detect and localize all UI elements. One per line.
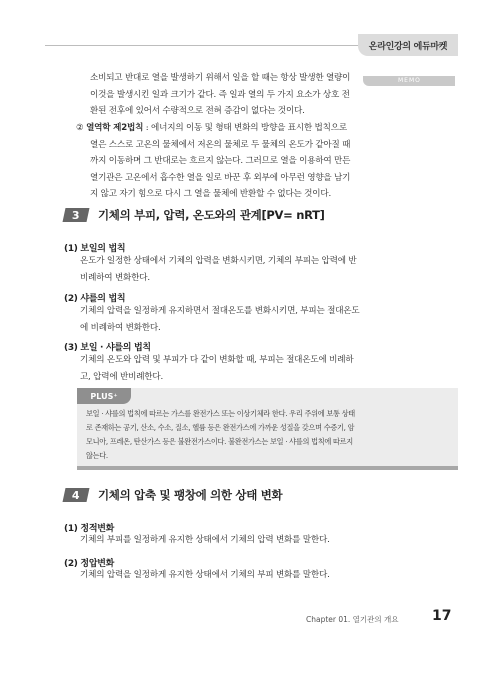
text-line: 보일 · 샤를의 법칙에 따르는 가스를 완전가스 또는 이상기체라 한다. 우리 주위에 보통 상태 [86, 409, 355, 418]
text-line: 환된 전후에 있어서 수량적으로 전혀 증감이 없다는 것이다. [90, 106, 305, 117]
plus-tag: PLUS⁺ [77, 388, 131, 404]
plus-note-text [86, 407, 355, 463]
text-line: 기체의 압력을 일정하게 유지한 상태에서 기체의 부피 변화를 말한다. [80, 570, 330, 580]
text-line: 로 존재하는 공기, 산소, 수소, 질소, 헬륨 등은 완전가스에 가까운 성질을 갖으며 수증기, 암 [86, 423, 355, 432]
intro-paragraph [90, 70, 350, 120]
subsection-body [80, 352, 353, 385]
text-line: 비례하여 변화한다. [80, 272, 150, 283]
text-line: 열기관은 고온에서 흡수한 열을 일로 바꾼 후 외부에 아무런 영향을 남기 [90, 172, 351, 183]
text-line: 지 않고 자기 힘으로 다시 그 열을 물체에 반환할 수 없다는 것이다. [90, 189, 332, 200]
section-number-badge: 4 [63, 488, 90, 502]
text-line: 않는다. [86, 451, 108, 460]
chapter-footer: Chapter 01. 열기관의 개요 [306, 615, 399, 624]
text-line: 기체의 부피를 일정하게 유지한 상태에서 기체의 압력 변화를 말한다. [80, 535, 330, 545]
section-title: 기체의 부피, 압력, 온도와의 관계[PV= nRT] [98, 208, 325, 222]
brand-tab: 온라인강의 에듀마켓 [358, 34, 458, 56]
text-line: 모니아, 프레온, 탄산가스 등은 불완전가스이다. 불완전가스는 보일 · 샤를의 법칙에 따르지 [86, 437, 353, 446]
text-line: : 에너지의 이동 및 형태 변화의 방향을 표시한 법칙으로 [143, 123, 347, 133]
law-term: 열역학 제2법칙 [86, 123, 144, 133]
memo-label: MEMO [398, 77, 421, 84]
text-line: 소비되고 반대로 열을 발생하기 위해서 일을 할 때는 항상 발생한 열량이 [90, 73, 351, 83]
subsection-heading: (1) 정적변화 [64, 524, 114, 534]
subsection-heading: (2) 샤를의 법칙 [64, 294, 126, 304]
text-line: 까지 이동하며 그 반대로는 흐르지 않는다. 그러므로 열을 이용하여 만든 [90, 156, 351, 167]
subsection-body [80, 567, 330, 584]
page-number: 17 [432, 608, 452, 624]
subsection-heading: (2) 정압변화 [64, 559, 114, 569]
subsection-heading: (3) 보일 · 샤를의 법칙 [64, 343, 151, 353]
text-line: 이것을 발생시킨 일과 크기가 같다. 즉 일과 열의 두 가지 요소가 상호 전 [90, 89, 350, 100]
section-number-badge: 3 [63, 208, 90, 222]
text-line: 고, 압력에 반비례한다. [80, 371, 164, 382]
text-line: 온도가 일정한 상태에서 기체의 압력을 변화시키면, 기체의 부피는 압력에 반 [80, 256, 357, 266]
second-law-item [76, 120, 350, 203]
text-line: 에 비례하여 변화한다. [80, 322, 161, 333]
section-title: 기체의 압축 및 팽창에 의한 상태 변화 [98, 488, 283, 502]
item-marker: ② [76, 123, 84, 133]
subsection-body [80, 303, 360, 336]
text-line: 열은 스스로 고온의 물체에서 저온의 물체로 두 물체의 온도가 같아질 때 [90, 139, 351, 150]
subsection-body [80, 532, 330, 549]
text-line: 기체의 온도와 압력 및 부피가 다 같이 변화할 때, 부피는 절대온도에 비례하 [80, 355, 354, 365]
section-3-heading [64, 207, 325, 223]
section-4-heading [64, 487, 282, 503]
subsection-heading: (1) 보일의 법칙 [64, 244, 126, 254]
subsection-body [80, 253, 356, 286]
text-line: 기체의 압력을 일정하게 유지하면서 절대온도를 변화시키면, 부피는 절대온도 [80, 306, 360, 316]
